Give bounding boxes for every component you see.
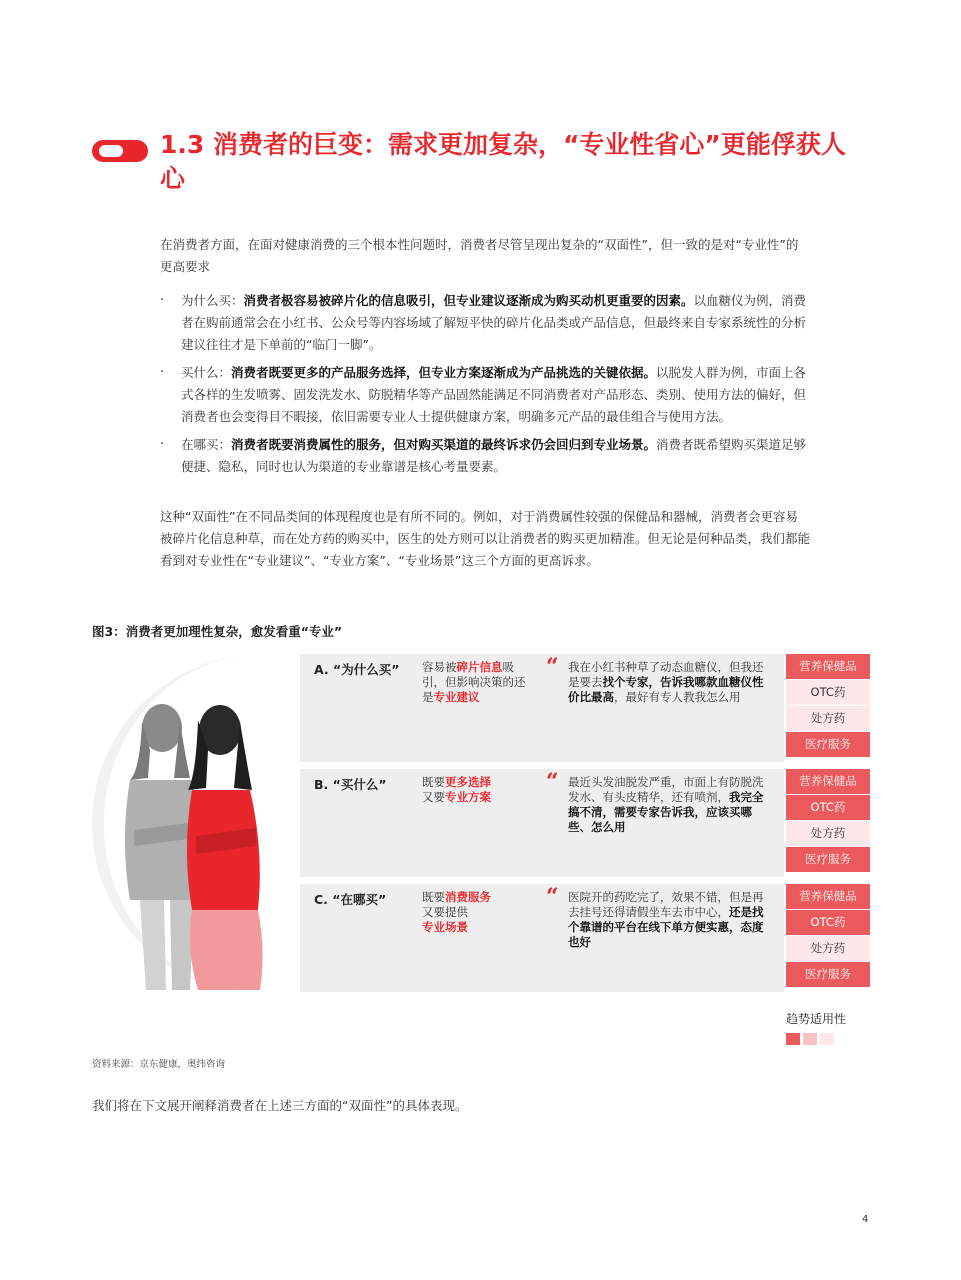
section-title: 1.3 消费者的巨变：需求更加复杂，“专业性省心”更能俘获人心: [160, 130, 846, 193]
body-paragraph-2: 这种“双面性”在不同品类间的体现程度也是有所不同的。例如，对于消费属性较强的保健品和器械，消费者会更容易被碎片化信息种草，而在处方药的购买中，医生的处方则可以让消费者的购买更加精准。但无论是何种品类，我们都能看到对专业性在“专业建议”、“专业方案”、“专业场景”这三个方面的更高诉求。: [160, 509, 811, 568]
closing-paragraph: 我们将在下文展开阐释消费者在上述三方面的“双面性”的具体表现。: [92, 1098, 468, 1113]
bullet-item-where: · 在哪买：消费者既要消费属性的服务，但对购买渠道的最终诉求仍会回归到专业场景。消费者既希望购买渠道足够便捷、隐私，同时也认为渠道的专业靠谱是核心考量要素。: [160, 434, 810, 478]
legend-swatch-high: [786, 1033, 800, 1045]
row-label: A. “为什么买”: [314, 662, 400, 677]
figure-row-what: [300, 769, 784, 877]
category-tag: 营养保健品: [786, 769, 870, 794]
intro-paragraph: 在消费者方面，在面对健康消费的三个根本性问题时，消费者尽管呈现出复杂的“双面性”，但一致的是对“专业性”的更高要求: [160, 237, 799, 274]
category-tag: OTC药: [786, 910, 870, 935]
women-illustration: [100, 700, 300, 990]
category-tag: 营养保健品: [786, 654, 870, 679]
category-tag: 医疗服务: [786, 847, 870, 872]
legend-label: 趋势适用性: [786, 1012, 847, 1026]
bullet-item-what: · 买什么：消费者既要更多的产品服务选择，但专业方案逐渐成为产品挑选的关键依据。以脱发人群为例，市面上各式各样的生发喷雾、固发洗发水、防脱精华等产品固然能满足不同消费者对产品形态、类别、使用方法的偏好，但消费者也会变得目不暇接，依旧需要专业人士提供健康方案，明确多元产品的最佳组合与使用方法。: [160, 362, 810, 428]
bullet-list: [160, 290, 810, 484]
category-tag: 医疗服务: [786, 732, 870, 757]
bullet-item-why: · 为什么买：消费者极容易被碎片化的信息吸引，但专业建议逐渐成为购买动机更重要的因素。以血糖仪为例，消费者在购前通常会在小红书、公众号等内容场域了解短平快的碎片化品类或产品信息，但最终来自专家系统性的分析建议往往才是下单前的“临门一脚”。: [160, 290, 810, 356]
source-note: 资料来源：京东健康，奥纬咨询: [92, 1059, 226, 1070]
legend-swatches: [786, 1030, 837, 1049]
category-tag: OTC药: [786, 680, 870, 705]
category-tag: OTC药: [786, 795, 870, 820]
quote-icon: “: [546, 654, 559, 680]
row-need: 既要更多选择 又要专业方案: [422, 775, 491, 804]
category-tag: 处方药: [786, 821, 870, 846]
quote-icon: “: [546, 769, 559, 795]
legend-swatch-mid: [803, 1033, 817, 1045]
figure-row-why: [300, 654, 784, 762]
tag-column-why: [786, 654, 870, 758]
figure-title: 图3：消费者更加理性复杂，愈发看重“专业”: [92, 624, 343, 639]
category-tag: 医疗服务: [786, 962, 870, 987]
page-number: 4: [862, 1214, 869, 1225]
category-tag: 营养保健品: [786, 884, 870, 909]
row-label: C. “在哪买”: [314, 892, 387, 907]
row-need: 容易被碎片信息吸引，但影响决策的还是专业建议: [422, 660, 526, 704]
row-quote: 最近头发油脱发严重，市面上有防脱洗发水、有头皮精华，还有喷剂，我完全搞不清，需要专家告诉我，应该买哪些、怎么用: [568, 775, 764, 834]
category-tag: 处方药: [786, 706, 870, 731]
row-label: B. “买什么”: [314, 777, 387, 792]
quote-icon: “: [546, 884, 559, 910]
row-quote: 医院开的药吃完了，效果不错，但是再去挂号还得请假坐车去市中心，还是找个靠谱的平台在线下单方便实惠，态度也好: [568, 890, 764, 949]
row-quote: 我在小红书种草了动态血糖仪，但我还是要去找个专家，告诉我哪款血糖仪性价比最高，最好有专人教我怎么用: [568, 660, 764, 704]
legend-swatch-low: [820, 1033, 834, 1045]
section-pill-icon: [92, 140, 148, 162]
figure-row-where: [300, 884, 784, 992]
tag-column-where: [786, 884, 870, 988]
row-need: 既要消费服务 又要提供 专业场景: [422, 890, 491, 934]
category-tag: 处方药: [786, 936, 870, 961]
tag-column-what: [786, 769, 870, 873]
